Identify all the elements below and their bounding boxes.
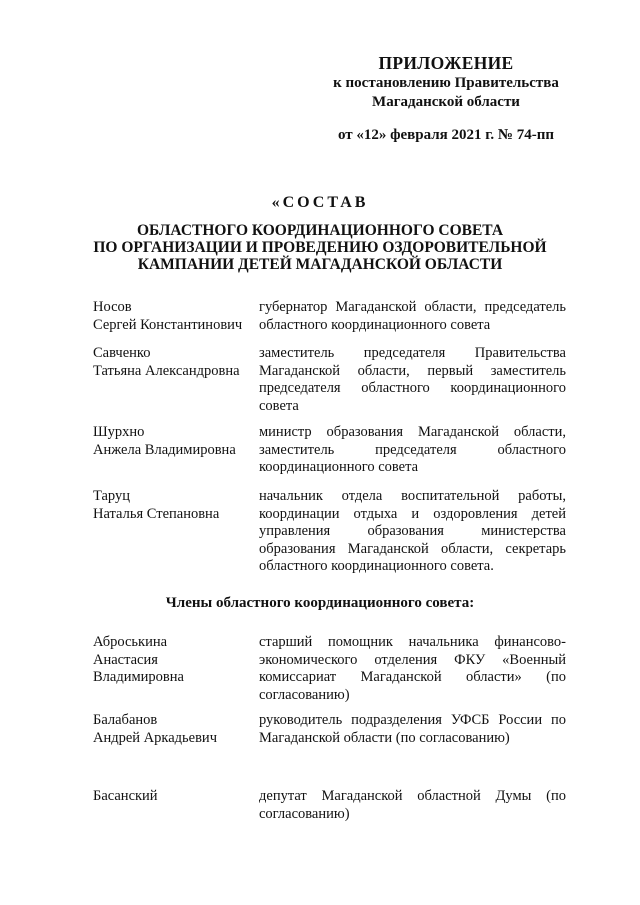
members-heading: Члены областного координационного совета: [165,595,475,611]
given-names: Анжела Владимировна [93,441,236,458]
surname: Басанский [93,788,158,804]
person-position: министр образования Магаданской области, заместитель председателя областного координационного совета [259,424,566,476]
given-names: Сергей Константинович [93,316,243,333]
appendix-block [296,52,596,145]
surname: Носов [93,299,132,315]
person-position: губернатор Магаданской области, председатель областного координационного совета [259,299,566,333]
person-position: старший помощник начальника финансово-экономического отделения ФКУ «Военный комиссариат Магаданской области» (по согласованию) [259,634,566,703]
surname: Балабанов [93,712,158,728]
person-name [93,788,258,806]
person-position: депутат Магаданской областной Думы (по согласованию) [259,788,566,822]
person-position: руководитель подразделения УФСБ России по Магаданской области (по согласованию) [259,712,566,746]
heading-line-1: ОБЛАСТНОГО КООРДИНАЦИОННОГО СОВЕТА [136,222,504,239]
person-name [93,299,258,334]
person-name [93,712,258,747]
surname: Аброськина [93,634,168,650]
document-heading [40,193,600,273]
surname: Таруц [93,488,131,504]
appendix-line-2: Магаданской области [372,94,520,110]
appendix-title: ПРИЛОЖЕНИЕ [378,53,514,73]
given-names: Наталья Степановна [93,505,220,522]
given-names: Татьяна Александровна [93,362,240,379]
person-position: заместитель председателя Правительства Магаданской области, первый заместитель председателя областного координационного совета [259,345,566,414]
surname: Савченко [93,345,151,361]
person-name [93,634,258,687]
person-name [93,424,258,459]
heading-line-3: КАМПАНИИ ДЕТЕЙ МАГАДАНСКОЙ ОБЛАСТИ [137,256,503,273]
heading-line-2: ПО ОРГАНИЗАЦИИ И ПРОВЕДЕНИЮ ОЗДОРОВИТЕЛЬНОЙ [93,239,547,256]
person-name [93,345,258,380]
given-names: Андрей Аркадьевич [93,729,217,746]
surname: Шурхно [93,424,145,440]
person-position: начальник отдела воспитательной работы, координации отдыха и оздоровления детей управления образования министерства образования Магаданской области, секретарь областного координационного совета. [259,488,566,575]
given-name: Анастасия [93,651,158,668]
person-name [93,488,258,523]
appendix-date: от «12» февраля 2021 г. № 74-пп [337,127,555,143]
heading-sostav: «СОСТАВ [271,194,369,211]
patronymic: Владимировна [93,669,184,686]
appendix-line-1: к постановлению Правительства [333,75,559,91]
